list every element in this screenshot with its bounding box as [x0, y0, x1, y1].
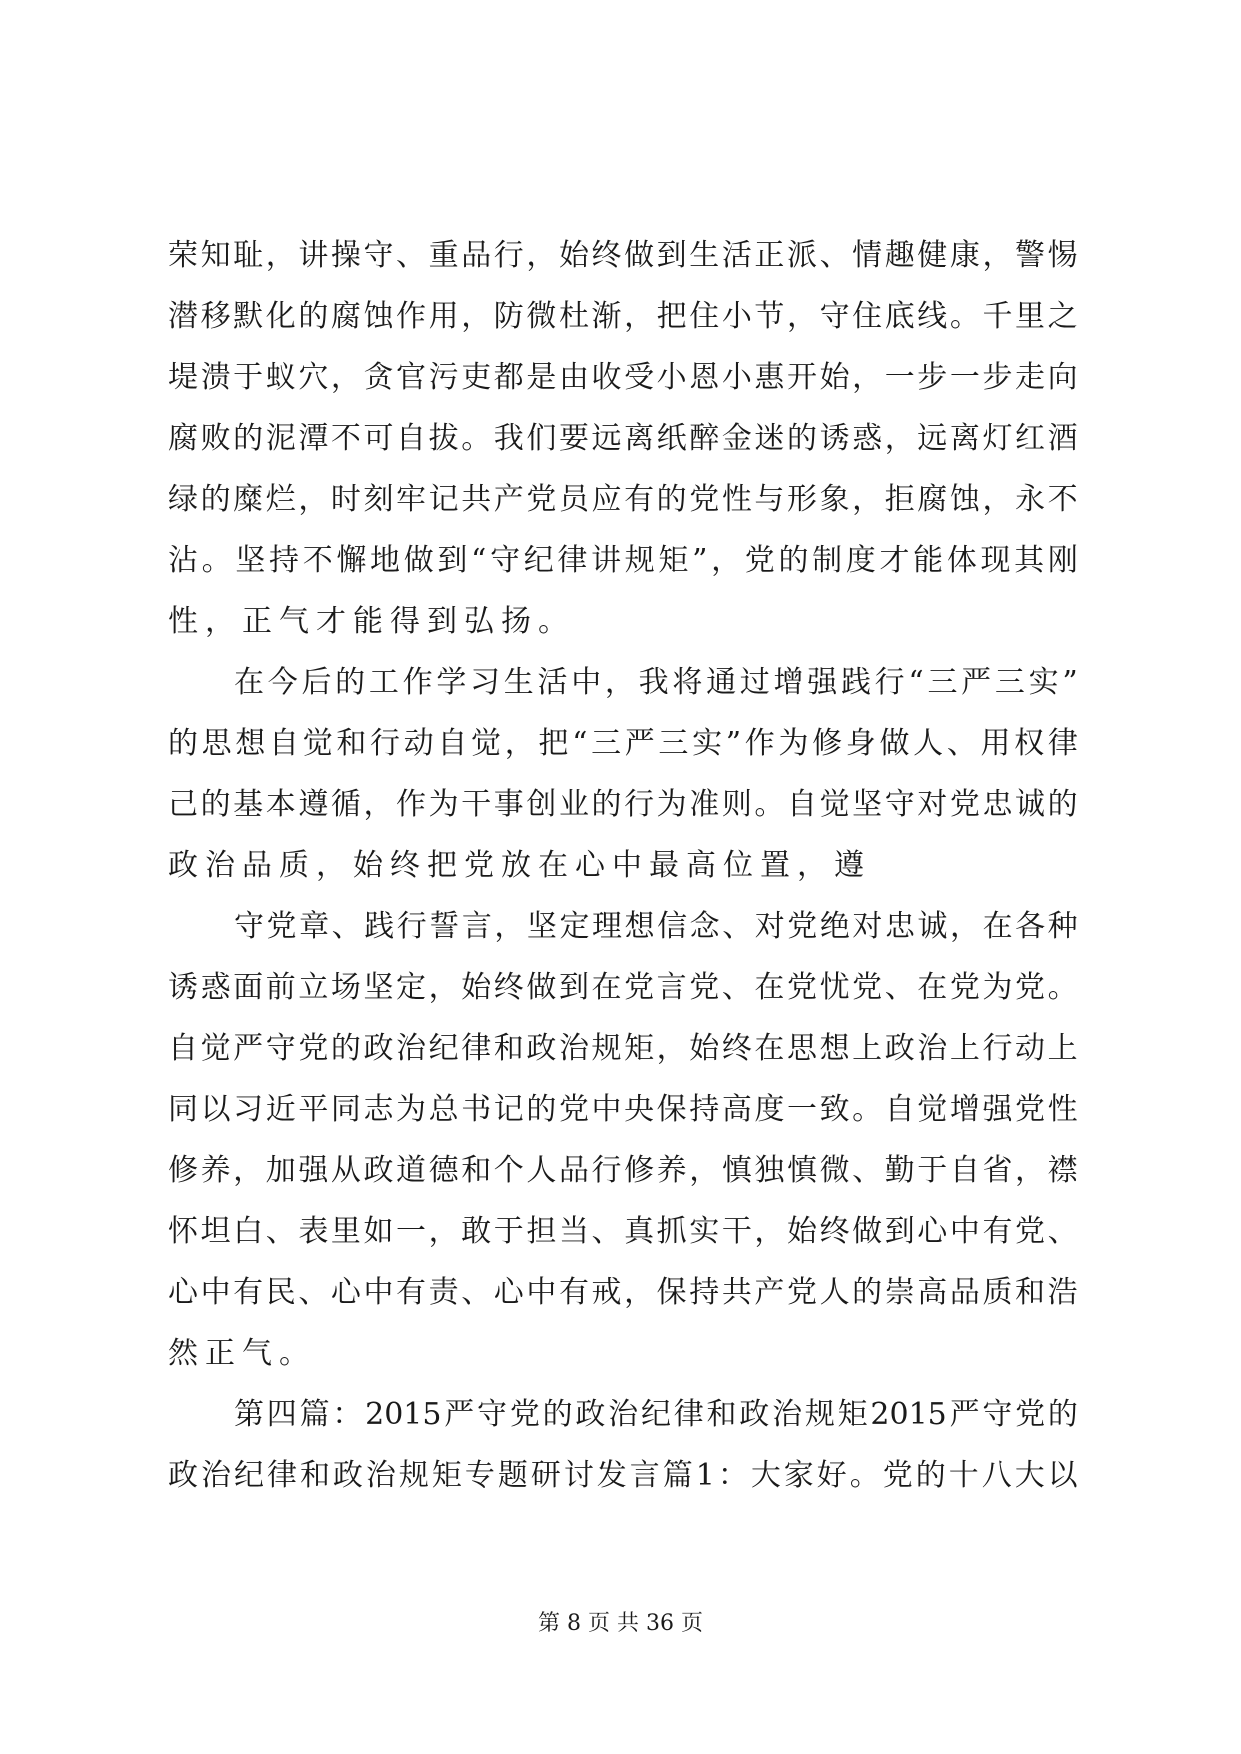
text-line: 然正气。 — [168, 1336, 316, 1371]
document-body — [168, 225, 1078, 1506]
text-line: 潜 移 默 化 的 腐 蚀 作 用 ， 防 微 杜 渐 ， 把 住 小 节 ， 守 住 底 线 。 千 里 之 — [168, 299, 1078, 334]
text-line: 怀 坦 白 、 表 里 如 一 ， 敢 于 担 当 、 真 抓 实 干 ， 始 终 做 到 心 中 有 党 、 — [168, 1214, 1078, 1249]
text-line: 诱 惑 面 前 立 场 坚 定 ， 始 终 做 到 在 党 言 党 、 在 党 忧 党 、 在 党 为 党 。 — [168, 970, 1078, 1005]
text-line: 的 思 想 自 觉 和 行 动 自 觉 ， 把 “ 三 严 三 实 ” 作 为 修 身 做 人 、 用 权 律 — [168, 726, 1078, 761]
text-line: 第 四 篇 ： 2015 严 守 党 的 政 治 纪 律 和 政 治 规 矩 2015 严 守 党 的 — [234, 1397, 1078, 1432]
text-line: 绿 的 糜 烂 ， 时 刻 牢 记 共 产 党 员 应 有 的 党 性 与 形 象 ， 拒 腐 蚀 ， 永 不 — [168, 482, 1078, 517]
text-line: 腐 败 的 泥 潭 不 可 自 拔 。 我 们 要 远 离 纸 醉 金 迷 的 诱 惑 ， 远 离 灯 红 酒 — [168, 421, 1078, 456]
text-line: 己 的 基 本 遵 循 ， 作 为 干 事 创 业 的 行 为 准 则 。 自 觉 坚 守 对 党 忠 诚 的 — [168, 787, 1078, 822]
paragraph — [168, 225, 1078, 652]
text-line: 在 今 后 的 工 作 学 习 生 活 中 ， 我 将 通 过 增 强 践 行 “ 三 严 三 实 ” — [234, 665, 1078, 700]
text-line: 沾 。 坚 持 不 懈 地 做 到 “ 守 纪 律 讲 规 矩 ” ， 党 的 制 度 才 能 体 现 其 刚 — [168, 543, 1078, 578]
paragraph — [168, 652, 1078, 896]
text-line: 荣 知 耻 ， 讲 操 守 、 重 品 行 ， 始 终 做 到 生 活 正 派 、 情 趣 健 康 ， 警 惕 — [168, 238, 1078, 273]
text-line: 自 觉 严 守 党 的 政 治 纪 律 和 政 治 规 矩 ， 始 终 在 思 想 上 政 治 上 行 动 上 — [168, 1031, 1078, 1066]
text-line: 心 中 有 民 、 心 中 有 责 、 心 中 有 戒 ， 保 持 共 产 党 人 的 崇 高 品 质 和 浩 — [168, 1275, 1078, 1310]
paragraph — [168, 1384, 1078, 1506]
paragraph — [168, 896, 1078, 1384]
text-line: 守 党 章 、 践 行 誓 言 ， 坚 定 理 想 信 念 、 对 党 绝 对 忠 诚 ， 在 各 种 — [234, 909, 1078, 944]
text-line: 同 以 习 近 平 同 志 为 总 书 记 的 党 中 央 保 持 高 度 一 致 。 自 觉 增 强 党 性 — [168, 1092, 1078, 1127]
text-line: 政治品质，始终把党放在心中最高位置，遵 — [168, 848, 871, 883]
text-line: 政 治 纪 律 和 政 治 规 矩 专 题 研 讨 发 言 篇 1 ： 大 家 好 。 党 的 十 八 大 以 — [168, 1458, 1078, 1493]
text-line: 堤 溃 于 蚁 穴 ， 贪 官 污 吏 都 是 由 收 受 小 恩 小 惠 开 始 ， 一 步 一 步 走 向 — [168, 360, 1078, 395]
text-line: 修 养 ， 加 强 从 政 道 德 和 个 人 品 行 修 养 ， 慎 独 慎 微 、 勤 于 自 省 ， 襟 — [168, 1153, 1078, 1188]
page-footer: 第 8 页 共 36 页 — [538, 1611, 703, 1636]
text-line: 性，正气才能得到弘扬。 — [168, 604, 575, 639]
